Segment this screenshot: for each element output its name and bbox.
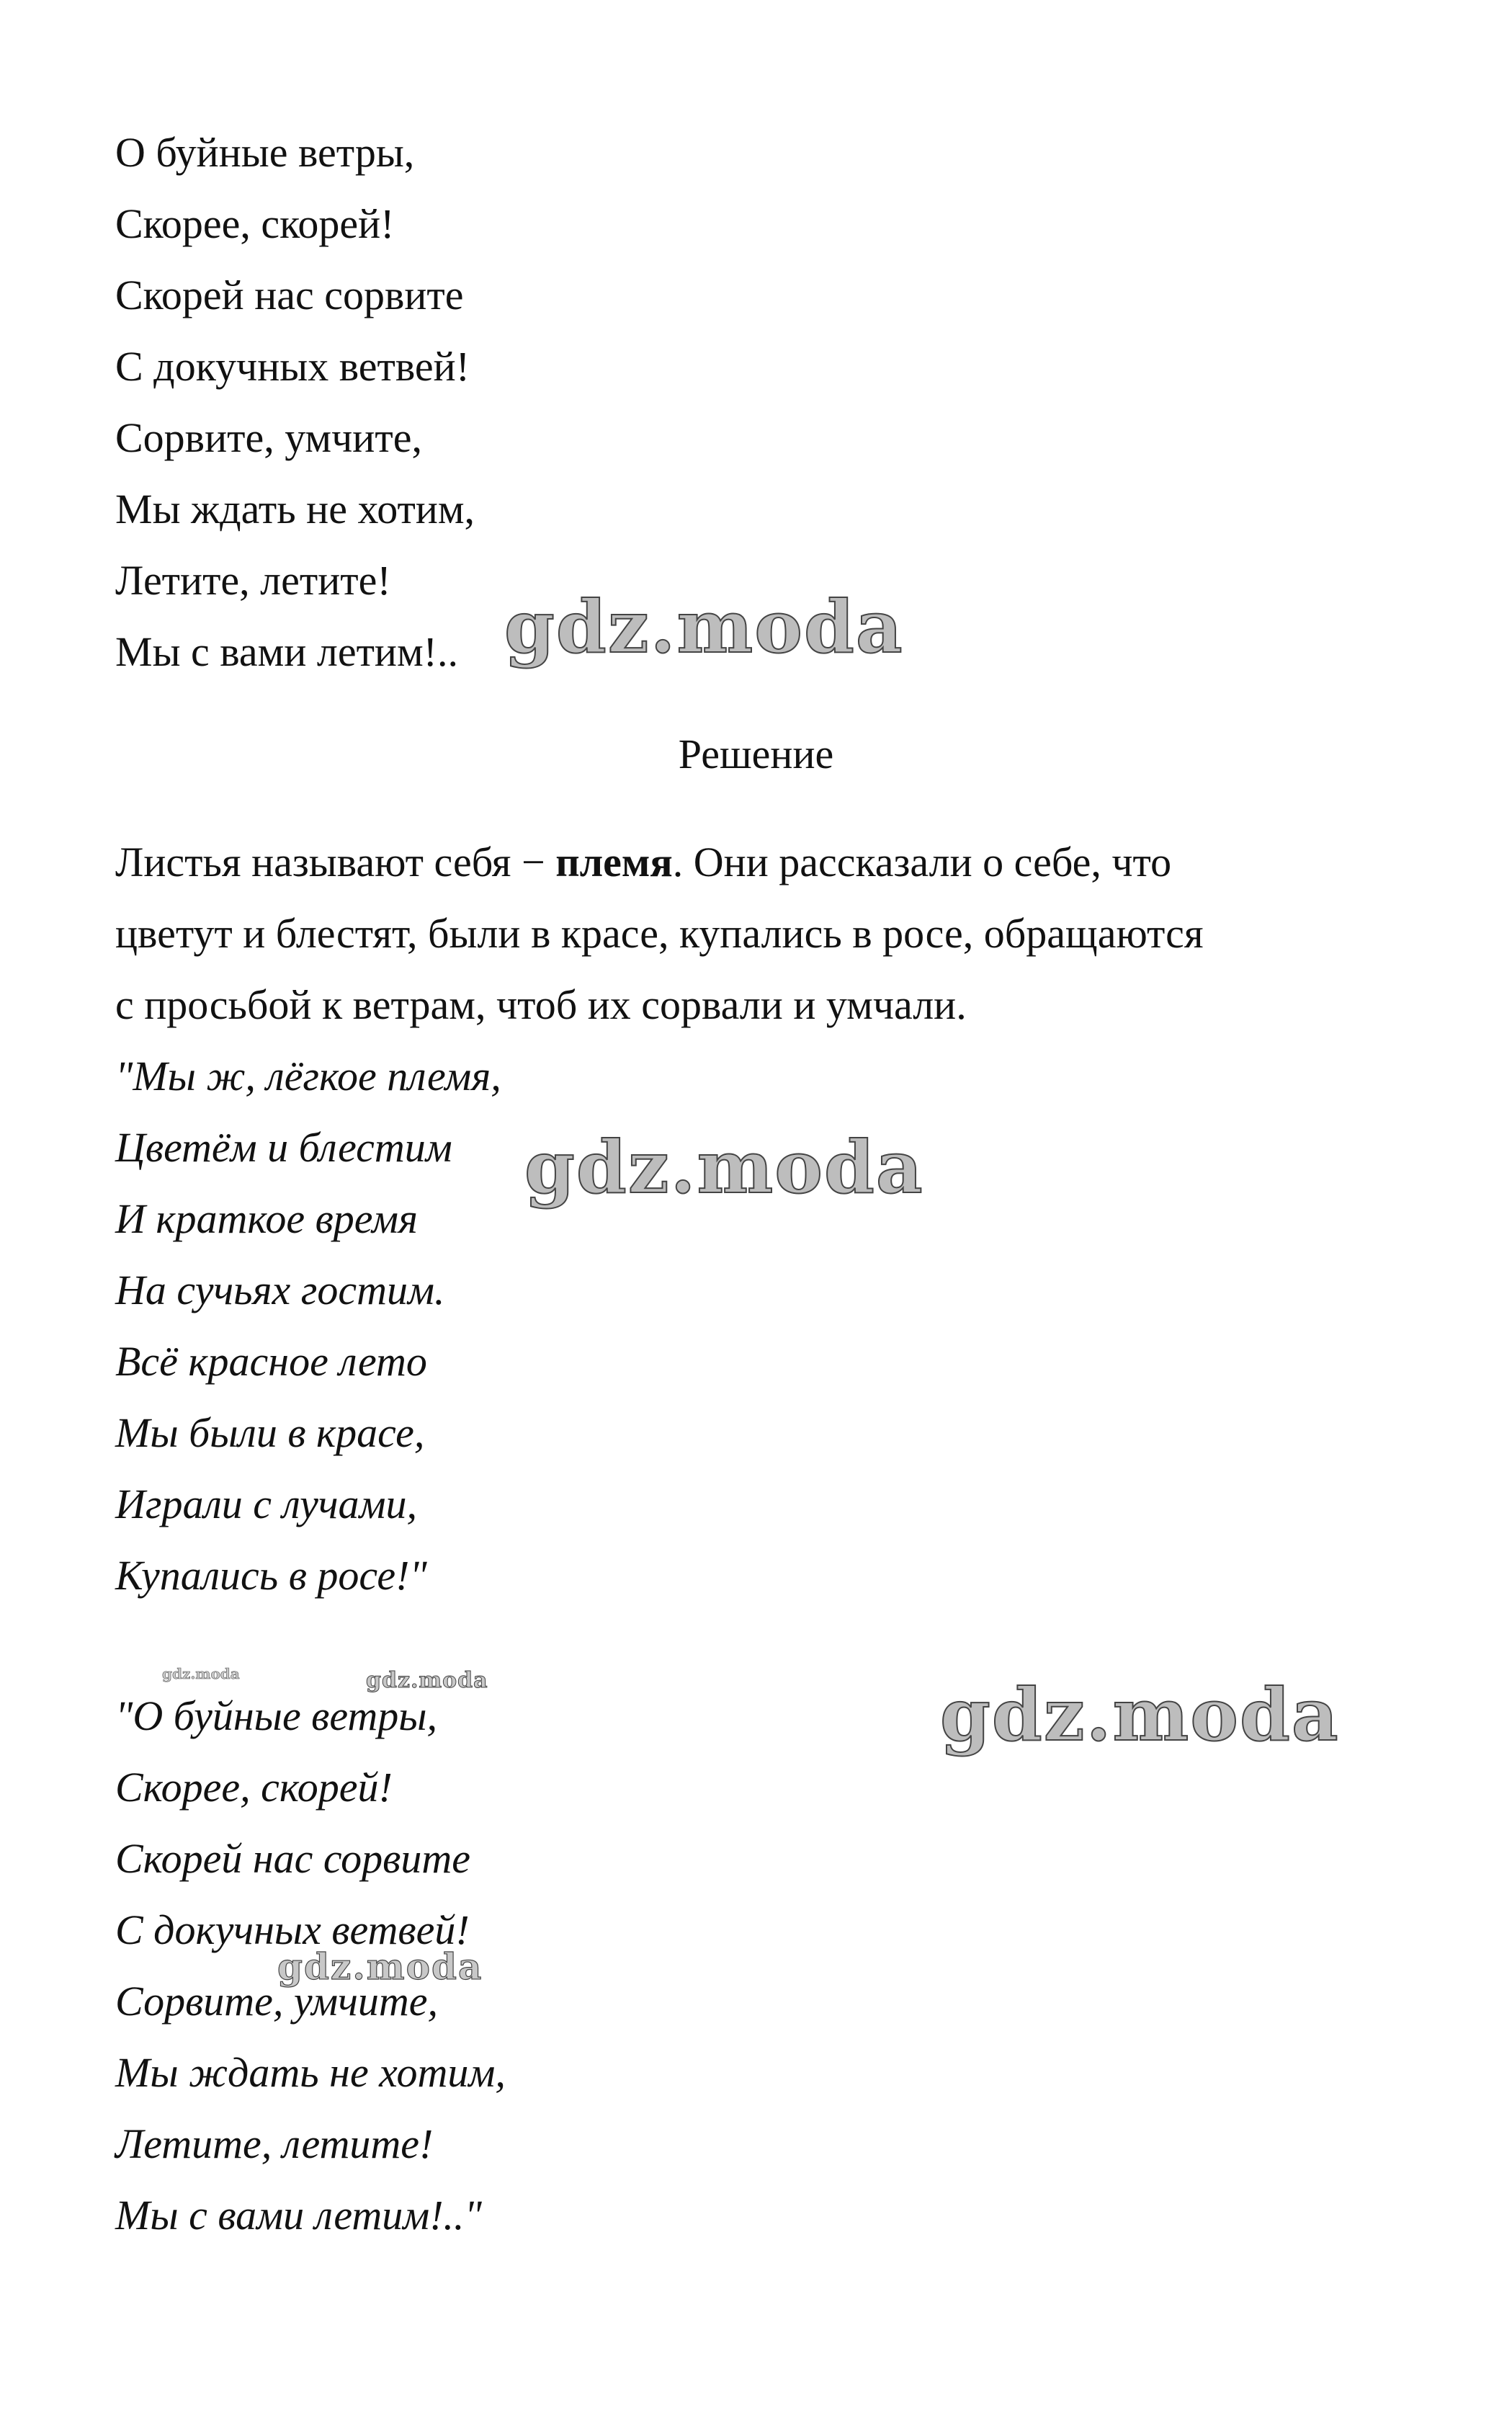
quote-line: Летите, летите! (115, 2120, 434, 2167)
quote-line: Купались в росе!" (115, 1552, 427, 1599)
watermark: gdz.moda (366, 1668, 488, 1693)
quote-line: Скорей нас сорвите (115, 1835, 470, 1882)
quote-line: И краткое время (115, 1195, 419, 1242)
quote-line: Цветём и блестим (115, 1124, 452, 1171)
watermark: gdz.moda (524, 1125, 924, 1210)
poem-line: С докучных ветвей! (115, 343, 470, 390)
quote-line: Играли с лучами, (115, 1481, 417, 1527)
quote-line: "О буйные ветры, (115, 1692, 438, 1739)
watermark: gdz.moda (504, 584, 904, 669)
paragraph-text: Листья называют себя − (115, 839, 556, 885)
quote-line: Мы с вами летим!.." (115, 2192, 482, 2239)
paragraph-line: с просьбой к ветрам, чтоб их сорвали и умчали. (115, 981, 967, 1028)
watermark: gdz.moda (940, 1672, 1340, 1757)
poem-line: О буйные ветры, (115, 129, 415, 176)
quote-line: Мы ждать не хотим, (115, 2049, 506, 2096)
watermark: gdz.moda (277, 1945, 483, 1988)
paragraph-line (115, 839, 1172, 885)
poem-line: Сорвите, умчите, (115, 414, 422, 461)
quote-line: Мы были в красе, (115, 1409, 425, 1456)
paragraph-line: цветут и блестят, были в красе, купались в росе, обращаются (115, 910, 1204, 957)
bold-term: племя (555, 839, 673, 885)
quote-line: Сорвите, умчите, (115, 1978, 438, 2025)
poem-line: Скорее, скорей! (115, 200, 395, 247)
quote-line: С докучных ветвей! (115, 1906, 470, 1953)
quote-line: "Мы ж, лёгкое племя, (115, 1053, 501, 1099)
quote-line: Всё красное лето (115, 1338, 427, 1385)
poem-line: Скорей нас сорвите (115, 272, 464, 318)
section-heading: Решение (678, 731, 834, 777)
quote-line: Скорее, скорей! (115, 1764, 393, 1811)
poem-line: Летите, летите! (115, 557, 391, 604)
paragraph-text: . Они рассказали о себе, что (672, 839, 1172, 885)
poem-line: Мы с вами летим!.. (115, 628, 458, 675)
poem-line: Мы ждать не хотим, (115, 486, 475, 532)
watermark: gdz.moda (162, 1665, 240, 1682)
quote-line: На сучьях гостим. (115, 1267, 445, 1313)
